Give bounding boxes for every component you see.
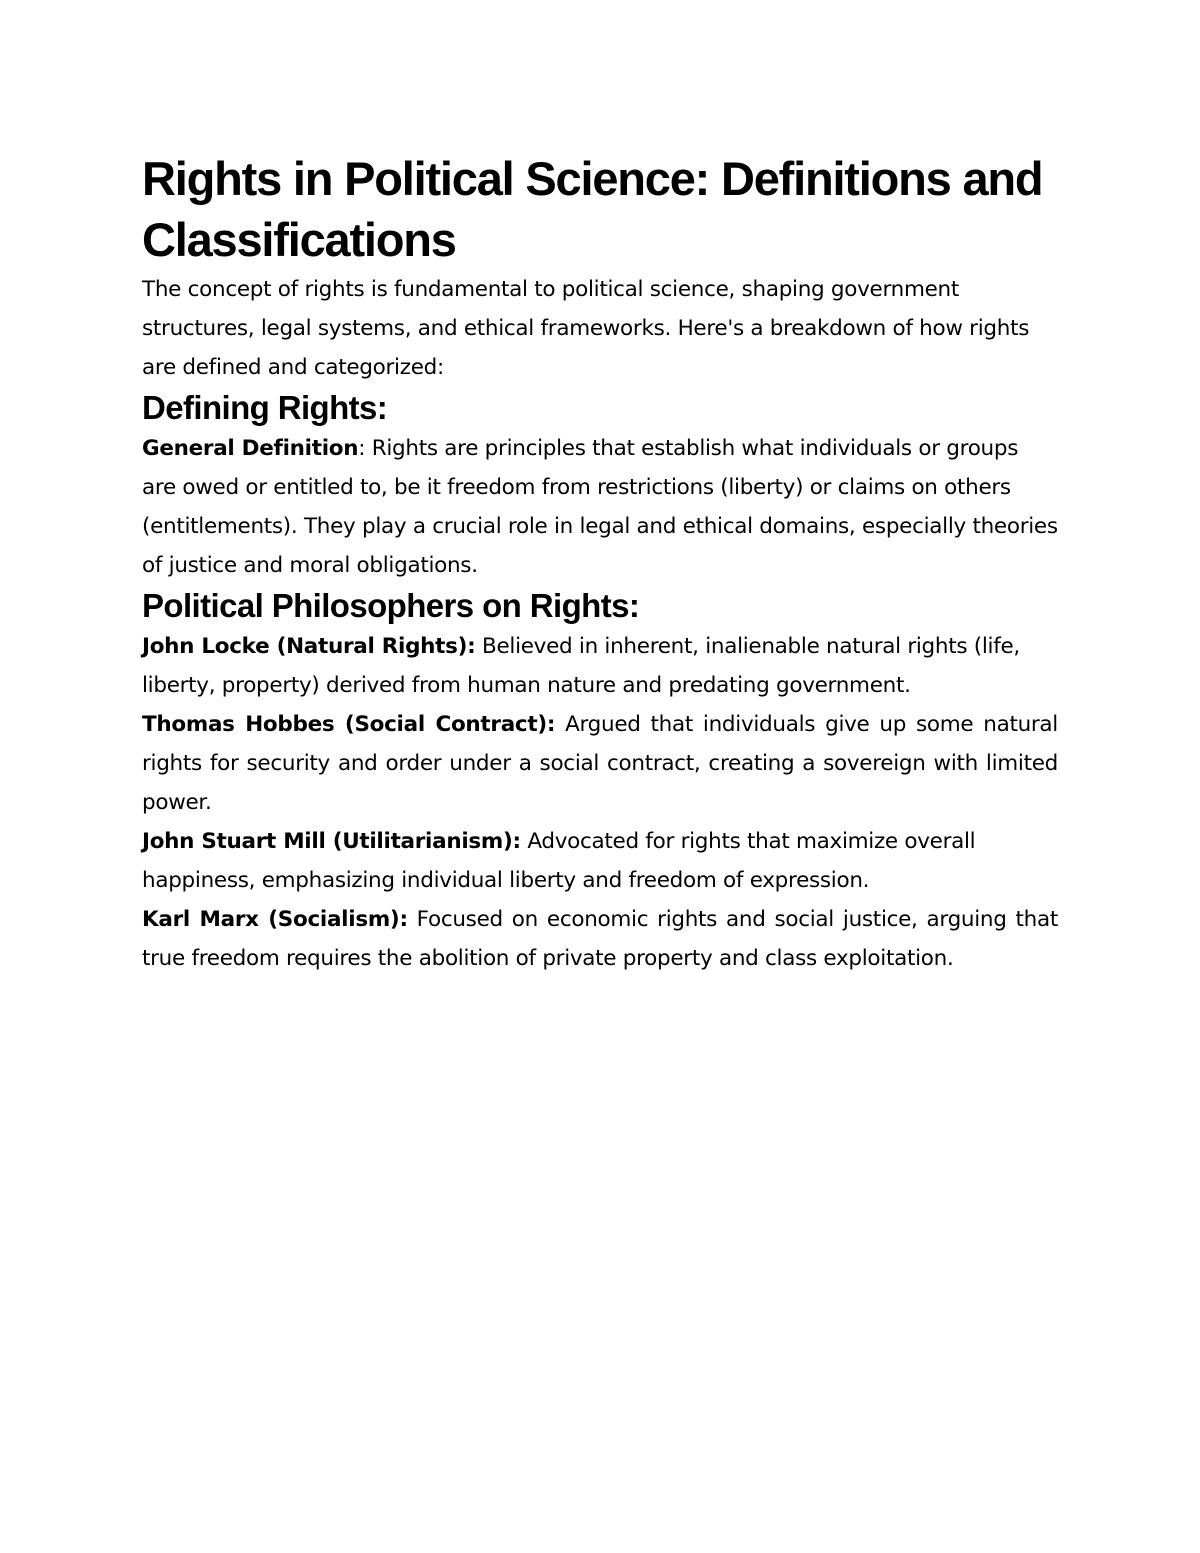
philosopher-entry-mill <box>142 822 1058 900</box>
section-heading-philosophers: Political Philosophers on Rights: <box>142 587 640 624</box>
general-definition-text: : Rights are principles that establish what individuals or groups are owed or entitled to, be it freedom from restrictions (liberty) or claims on others (entitlements). They play a crucial role in legal and ethical domains, especially theories of justice and moral obligations. <box>142 436 1058 578</box>
philosopher-term: John Stuart Mill (Utilitarianism): <box>142 829 521 854</box>
philosopher-text: Advocated for rights that maximize overall happiness, emphasizing individual liberty and freedom of expression. <box>142 829 976 893</box>
philosopher-term: Karl Marx (Socialism): <box>142 907 408 932</box>
philosopher-term: John Locke (Natural Rights): <box>142 634 476 659</box>
intro-paragraph: The concept of rights is fundamental to political science, shaping government structures, legal systems, and ethical frameworks. Here's a breakdown of how rights are defined and categorized: <box>142 277 1030 380</box>
philosopher-entry-locke <box>142 627 1058 705</box>
document-title: Rights in Political Science: Definitions and Classifications <box>142 152 1043 266</box>
philosopher-text: Focused on economic rights and social justice, arguing that true freedom requires the abolition of private property and class exploitation. <box>142 907 1058 971</box>
philosopher-text: Argued that individuals give up some natural rights for security and order under a social contract, creating a sovereign with limited power. <box>142 712 1058 815</box>
philosopher-entry-hobbes <box>142 705 1058 822</box>
general-definition-paragraph <box>142 429 1058 585</box>
philosopher-text: Believed in inherent, inalienable natural rights (life, liberty, property) derived from human nature and predating government. <box>142 634 1020 698</box>
philosopher-term: Thomas Hobbes (Social Contract): <box>142 712 556 737</box>
section-heading-defining-rights: Defining Rights: <box>142 389 388 426</box>
philosopher-entry-marx <box>142 900 1058 978</box>
general-definition-term: General Definition <box>142 436 359 461</box>
document-page <box>142 148 1058 978</box>
